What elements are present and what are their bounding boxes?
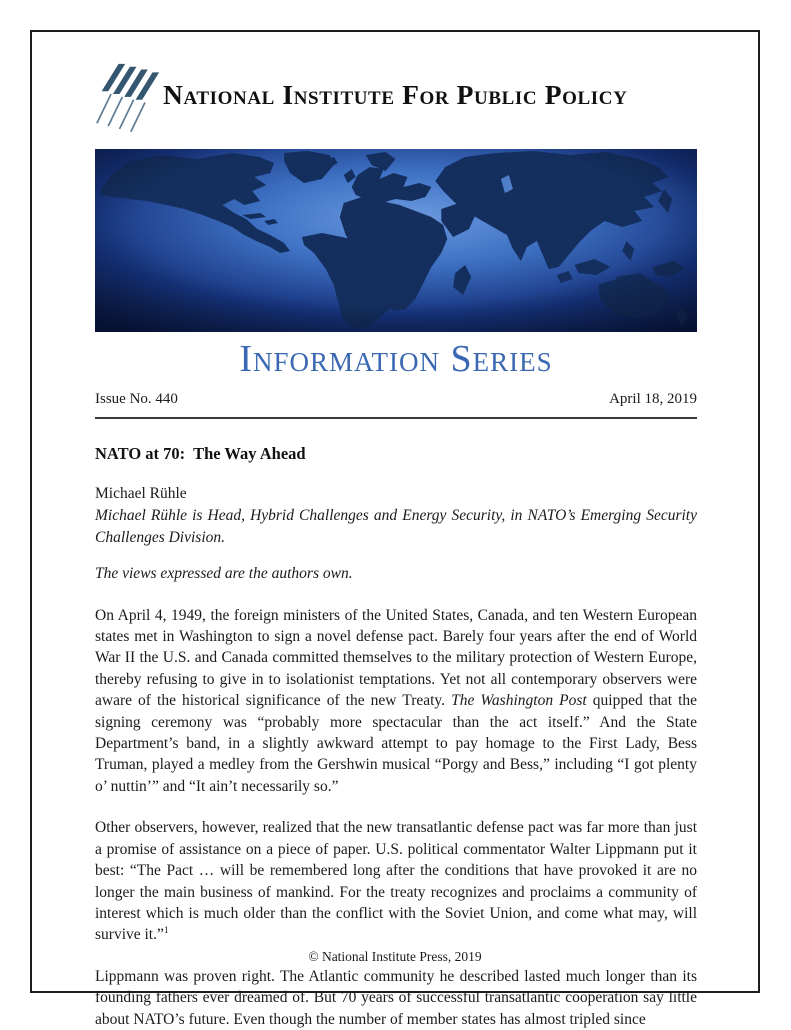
body-paragraph [95, 966, 697, 1030]
text-segment: The Washington Post [451, 692, 587, 710]
world-map-image [95, 149, 697, 332]
text-segment: Other observers, however, realized that the new transatlantic defense pact was far more than just a promise of assistance on a piece of paper. U.S. political commentator Walter Lippmann put it best: “The Pact … will be remembered long after the conditions that have provoked it are no longer the main business of mankind. For the treaty recognizes and proclaims a community of interest which is much older than the conflict with the Soviet Union, and come what may, will survive it.” [95, 819, 697, 944]
text-segment: quipped that the signing ceremony was “probably more spectacular than the act itself.” And the State Department’s band, in a slightly awkward attempt to pay homage to the First Lady, Bess Truman, played a medley from the Gershwin musical “Porgy and Bess,” including “I got plenty o’ nuttin’” and “It ain’t necessarily so.” [95, 692, 698, 795]
body-paragraph [95, 605, 697, 798]
masthead-brand [95, 57, 697, 133]
views-disclaimer: The views expressed are the authors own. [95, 565, 353, 583]
nipp-logo-icon [95, 57, 161, 133]
article [95, 443, 697, 1030]
text-segment: Lippmann was proven right. The Atlantic community he described lasted much longer than its founding fathers ever dreamed of. But 70 years of successful transatlantic cooperation say little about NATO’s future. Even though the number of member states has almost tripled since [95, 967, 697, 1028]
body-paragraph [95, 817, 697, 945]
masthead-divider [95, 417, 697, 419]
page-footer [32, 949, 758, 965]
author-bio: Michael Rühle is Head, Hybrid Challenges and Energy Security, in NATO’s Emerging Security Challenges Division. [95, 507, 697, 546]
article-body [95, 605, 697, 1030]
copyright-text: © National Institute Press, 2019 [308, 949, 482, 964]
issue-row [95, 391, 697, 408]
page-content [32, 32, 758, 1028]
issue-date: April 18, 2019 [609, 391, 697, 407]
footnote-ref: 1 [163, 925, 169, 937]
article-title: NATO at 70: The Way Ahead [95, 444, 306, 463]
series-title: Information Series [239, 338, 553, 380]
text-segment: On April 4, 1949, the foreign ministers of the United States, Canada, and ten Western European states met in Washington to sign a novel defense pact. Barely four years after the end of World War II the U.S. and Canada committed themselves to the military protection of Western Europe, thereby refusing to give in to isolationist temptations. Yet not all contemporary observers were aware of the historical significance of the new Treaty. [95, 606, 697, 710]
issue-number: Issue No. 440 [95, 391, 178, 407]
author-name: Michael Rühle [95, 485, 187, 502]
page-frame [30, 30, 760, 1028]
org-name: National Institute For Public Policy [163, 79, 628, 110]
